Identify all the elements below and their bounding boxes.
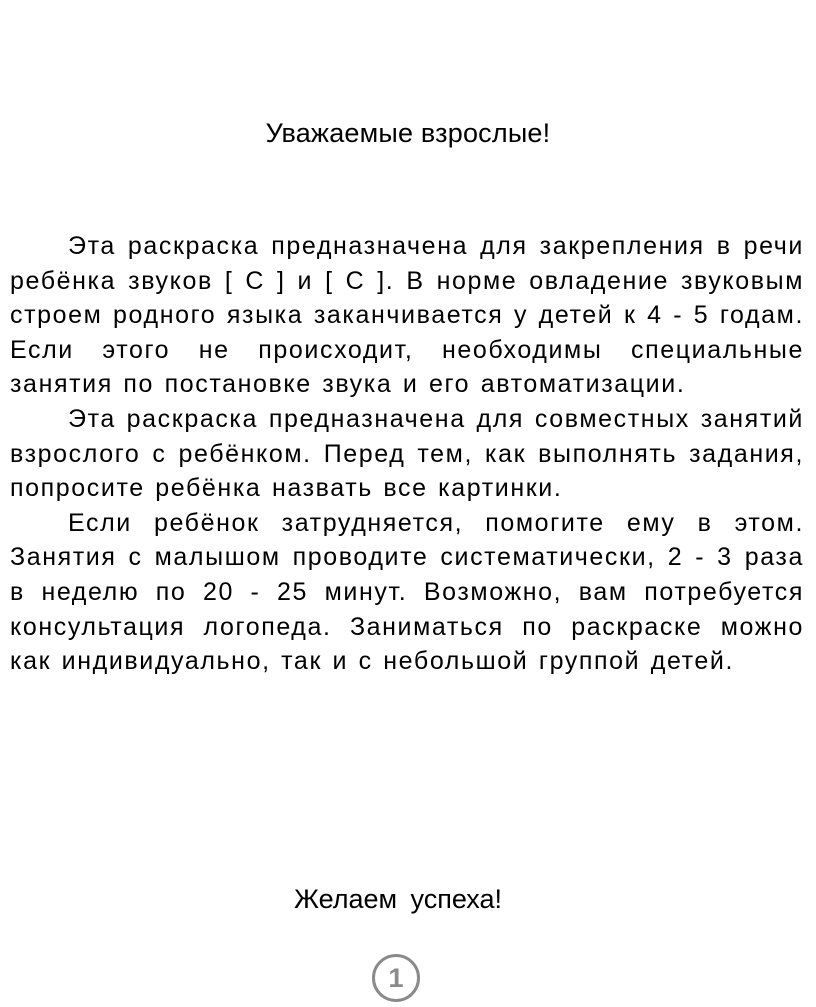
paragraph: Эта раскраска предназначена для совместных занятий взрослого с ребёнком. Перед тем, как выполнять задания, попросите ребёнка назвать все картинки. xyxy=(10,404,804,503)
page-heading: Уважаемые взрослые! xyxy=(265,118,551,148)
paragraph: Эта раскраска предназначена для закрепления в речи ребёнка звуков [ С ] и [ С ]. В норме овладение звуковым строем родного языка заканчивается у детей к 4 - 5 годам. Если этого не происходит, необходимы специальные занятия по постановке звука и его автоматизации. xyxy=(10,232,804,399)
page-number-badge: 1 xyxy=(372,954,420,1002)
paragraph: Если ребёнок затрудняется, помогите ему в этом. Занятия с малышом проводите систематически, 2 - 3 раза в неделю по 20 - 25 минут. Возможно, вам потребуется консультация логопеда. Заниматься по раскраске можно как индивидуально, так и с небольшой группой детей. xyxy=(10,508,804,676)
closing-wish: Желаем успеха! xyxy=(293,884,503,914)
body-text xyxy=(10,229,804,679)
